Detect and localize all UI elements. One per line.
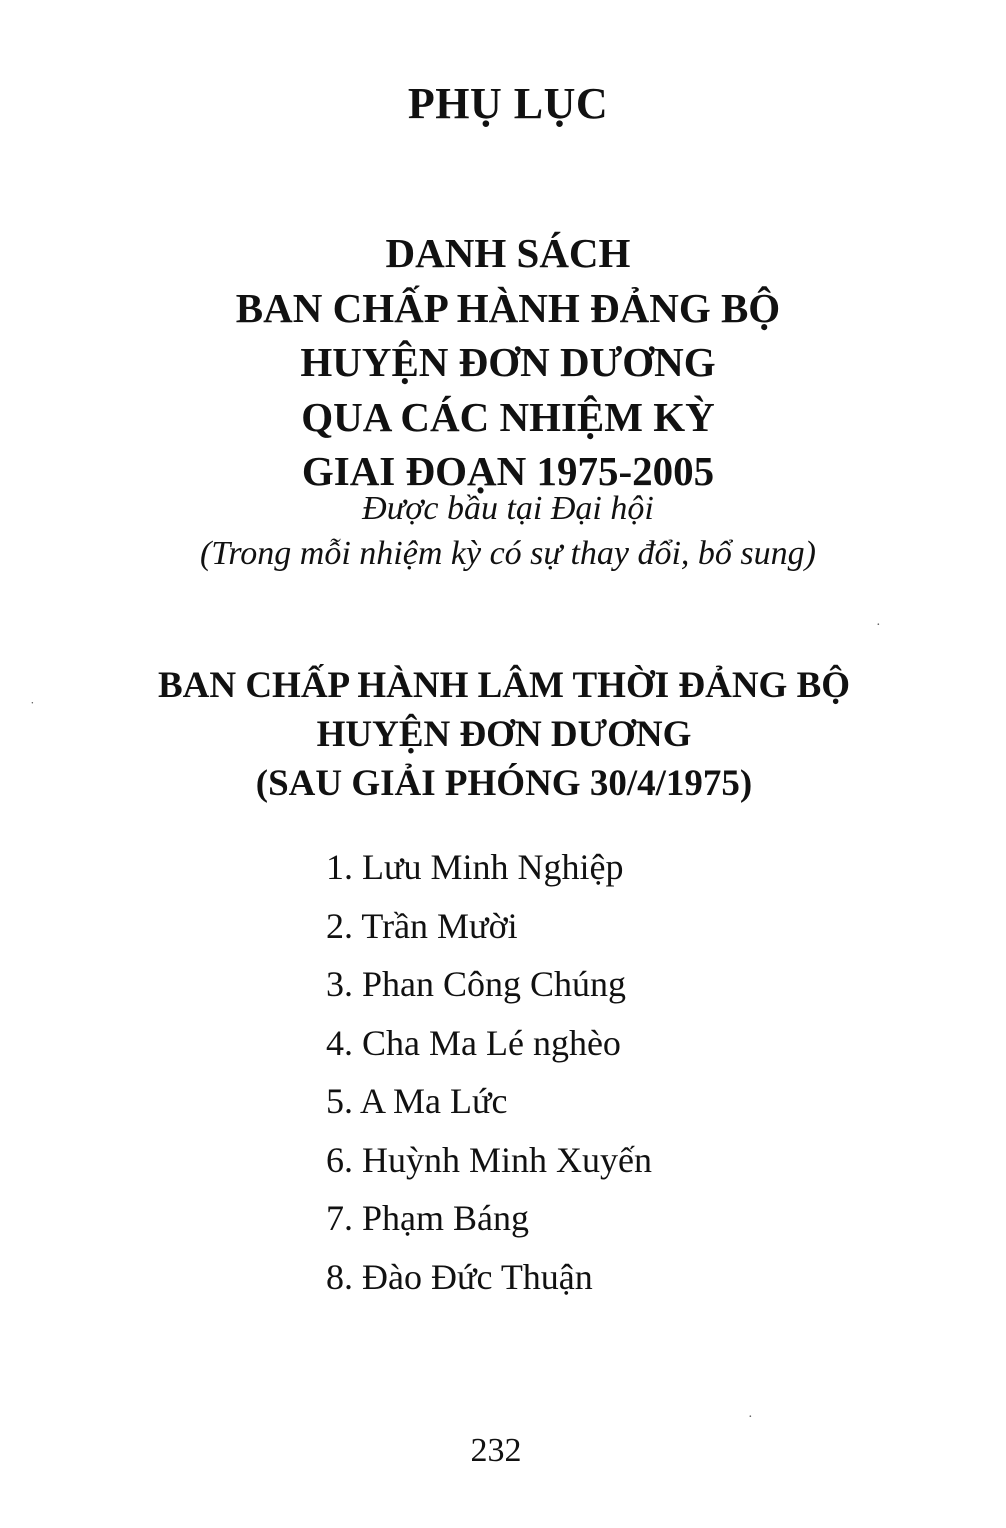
heading-note-line: Được bầu tại Đại hội xyxy=(362,490,654,527)
main-heading xyxy=(0,226,1006,499)
list-item: 6. Huỳnh Minh Xuyến xyxy=(326,1139,652,1180)
list-item: 5. A Ma Lức xyxy=(326,1081,508,1121)
list-item: 8. Đào Đức Thuận xyxy=(326,1256,593,1297)
list-item: 4. Cha Ma Lé nghèo xyxy=(326,1022,621,1063)
list-item: 1. Lưu Minh Nghiệp xyxy=(326,847,624,887)
appendix-title: PHỤ LỤC xyxy=(407,79,609,128)
page-number: 232 xyxy=(470,1432,522,1469)
member-list xyxy=(326,838,652,1306)
section-heading-line: (SAU GIẢI PHÓNG 30/4/1975) xyxy=(255,763,753,804)
list-item: 7. Phạm Báng xyxy=(326,1198,529,1238)
list-item: 3. Phan Công Chúng xyxy=(326,964,627,1004)
main-heading-line: BAN CHẤP HÀNH ĐẢNG BỘ xyxy=(235,284,781,331)
list-item: 2. Trần Mười xyxy=(326,905,518,946)
scan-speck: ˙ xyxy=(30,700,35,715)
heading-note xyxy=(0,486,1006,576)
section-heading-line: HUYỆN ĐƠN DƯƠNG xyxy=(316,714,692,755)
section-heading xyxy=(0,661,1006,808)
scan-speck: · xyxy=(748,1410,753,1425)
main-heading-line: DANH SÁCH xyxy=(385,230,631,276)
main-heading-line: HUYỆN ĐƠN DƯƠNG xyxy=(300,339,716,385)
section-heading-line: BAN CHẤP HÀNH LÂM THỜI ĐẢNG BỘ xyxy=(157,665,851,706)
main-heading-line: GIAI ĐOẠN 1975-2005 xyxy=(301,448,715,494)
main-heading-line: QUA CÁC NHIỆM KỲ xyxy=(301,393,715,440)
heading-note-line: (Trong mỗi nhiệm kỳ có sự thay đổi, bổ sung) xyxy=(199,535,816,572)
scan-speck: · xyxy=(876,618,881,633)
